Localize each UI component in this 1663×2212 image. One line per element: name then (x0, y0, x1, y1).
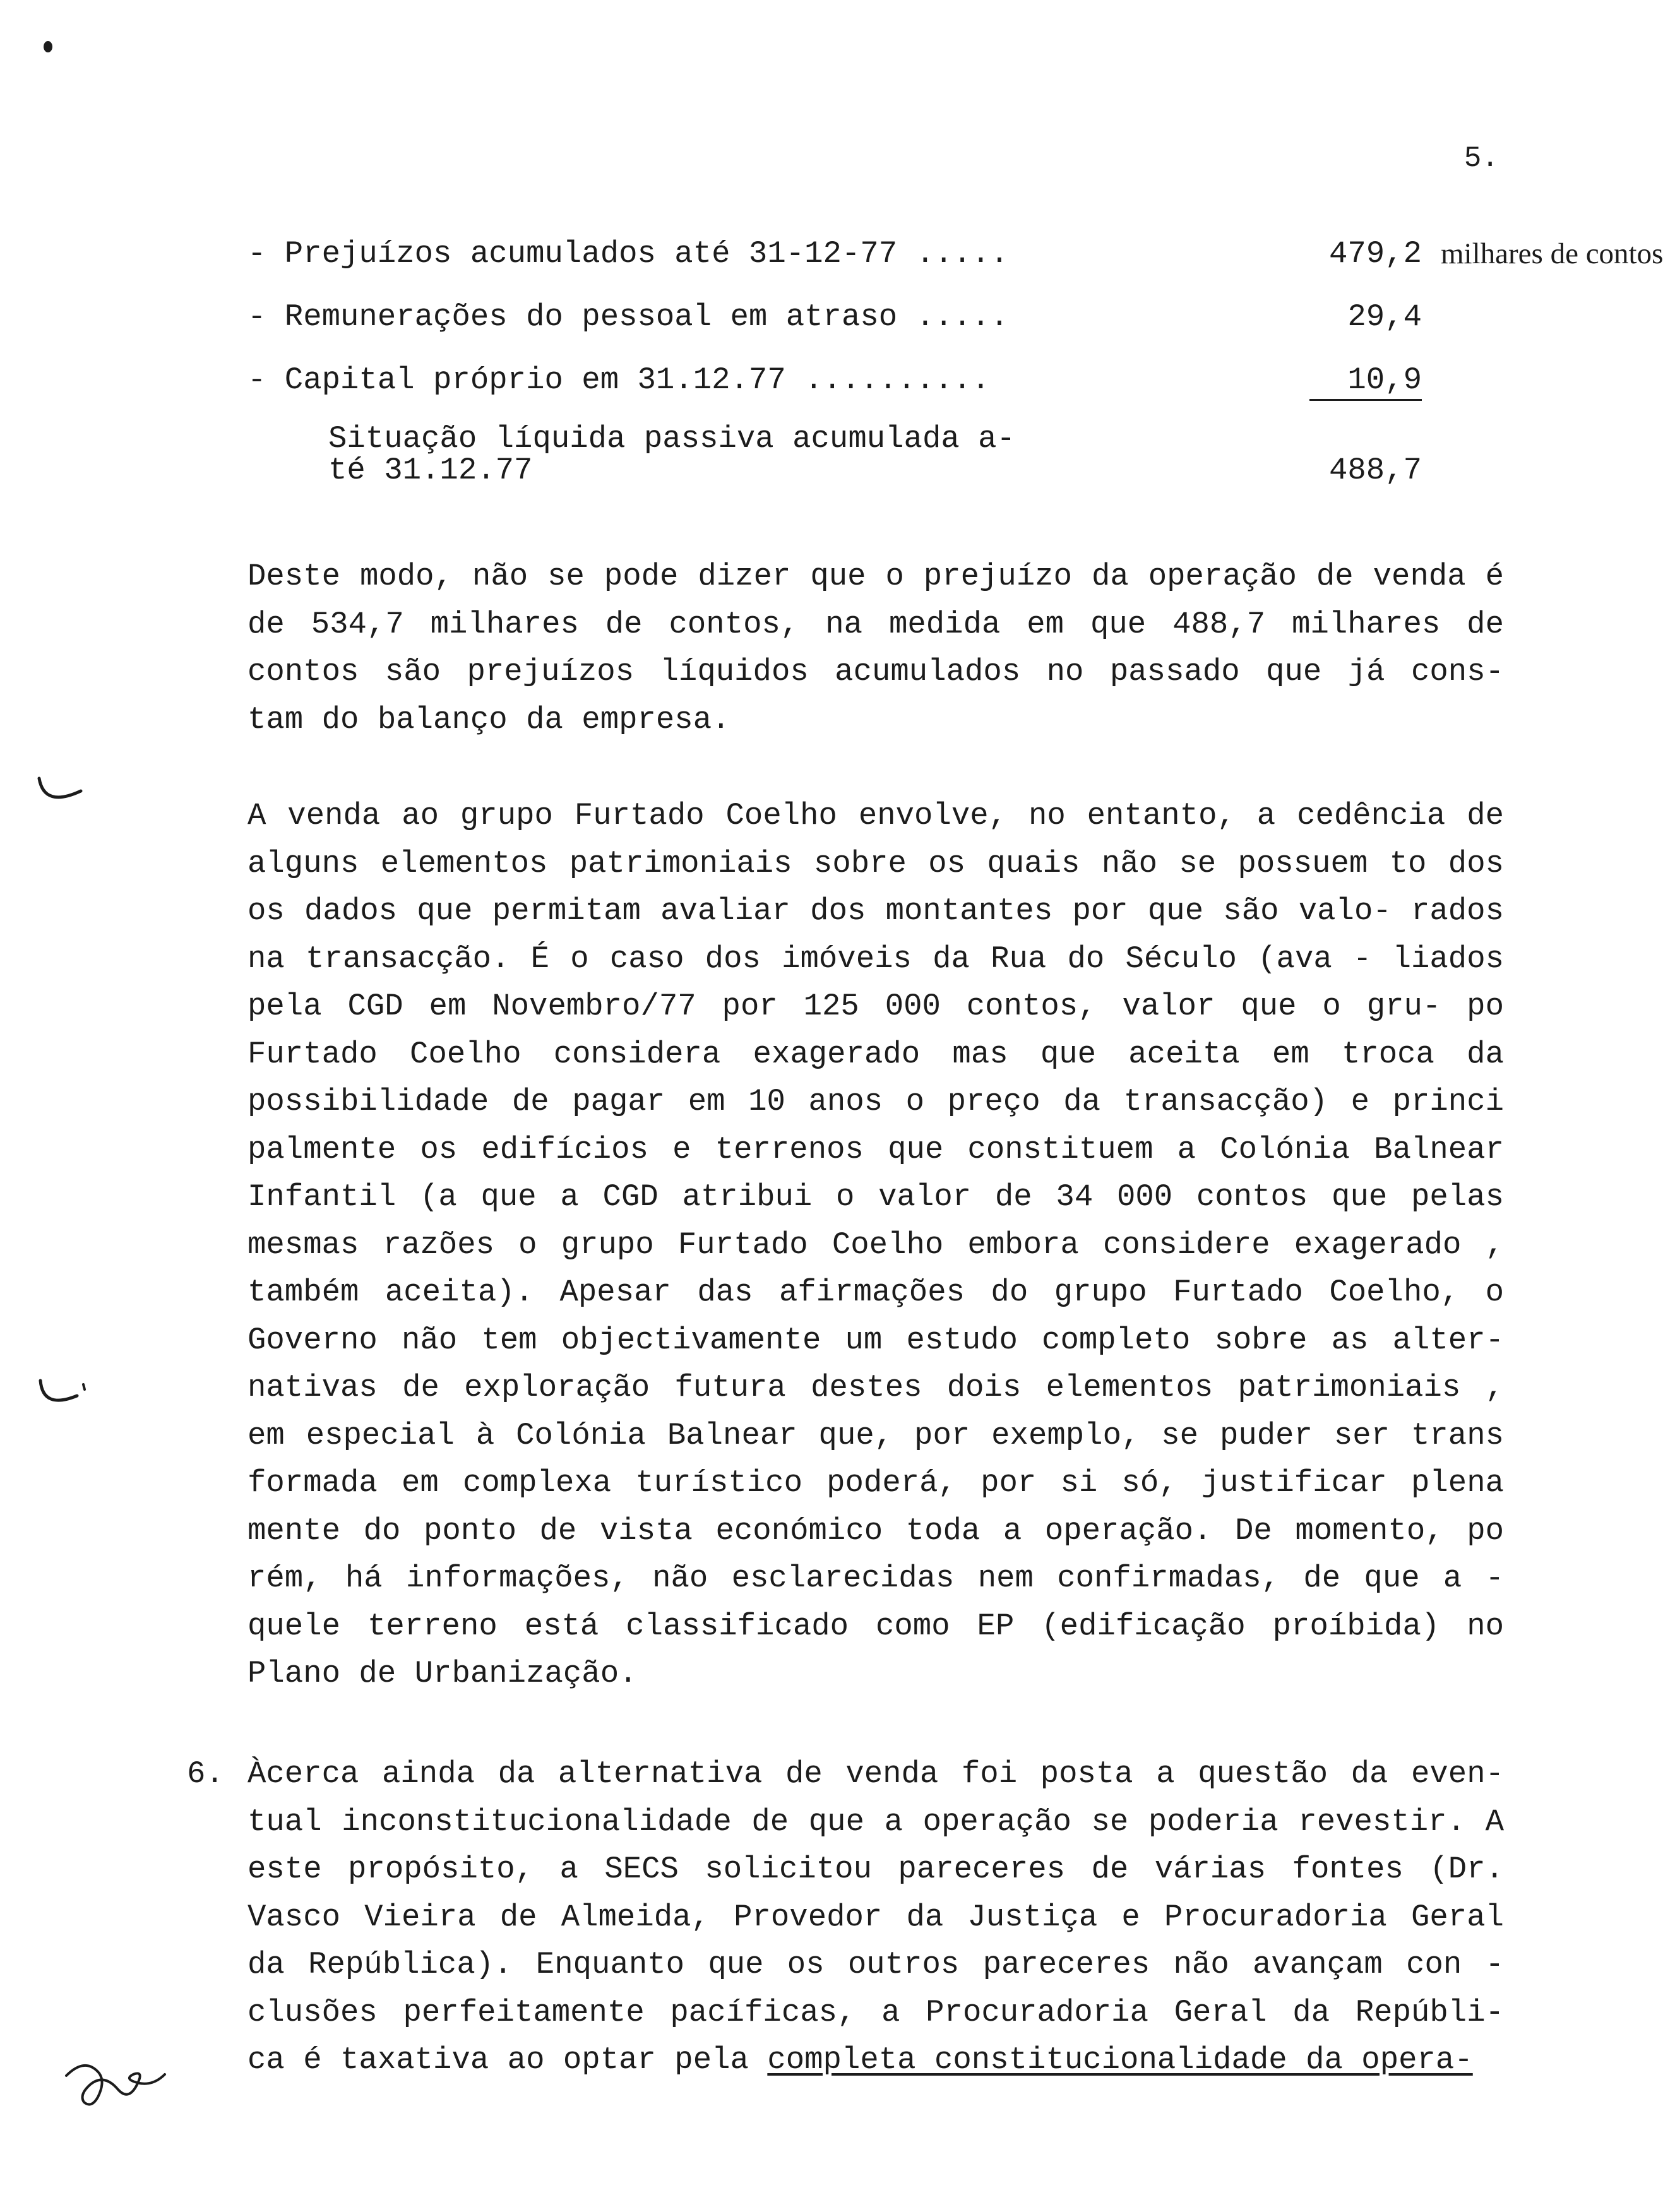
financial-row (247, 235, 1663, 298)
financial-row (247, 298, 1510, 361)
page-number: 5. (1463, 142, 1499, 175)
total-value: 488,7 (1328, 453, 1422, 488)
total-label-line2: té 31.12.77 (328, 453, 533, 488)
financial-row-value: 29,4 (1347, 299, 1422, 335)
total-label-line1: Situação líquida passiva acumulada a- (328, 421, 1015, 456)
margin-mark-3 (60, 2045, 174, 2127)
financial-summary (247, 235, 1663, 424)
financial-row-label: - Prejuízos acumulados até 31-12-77 ..... (247, 236, 1009, 271)
underlined-text: completa constitucionalidade da opera- (767, 2042, 1473, 2078)
financial-row-value: 10,9 (1309, 362, 1422, 401)
financial-total (328, 421, 1422, 488)
margin-mark-2 (32, 1373, 88, 1417)
financial-row (247, 361, 1510, 424)
financial-row-value: 479,2 (1328, 236, 1422, 271)
financial-row-unit: milhares de contos (1441, 237, 1663, 270)
financial-row-label: - Capital próprio em 31.12.77 .......... (247, 362, 991, 398)
section-text (247, 1751, 1504, 2084)
financial-row-label: - Remunerações do pessoal em atraso ..... (247, 299, 1009, 335)
section-6-text: Àcerca ainda da alternativa de venda foi posta a questão da even- tual inconstitucionalidade de que a operação se poderia revestir. A este propósito, a SECS solicitou pareceres de várias fontes (Dr. Vasco Vieira de Almeida, Provedor da Justiça e Procuradoria Geral da República). Enquanto que os outros pareceres não avançam con - clusões perfeitamente pacíficas, a Procuradoria Geral da Repúbli- ca é taxativa ao optar pela (247, 1756, 1504, 2078)
paragraph-2: A venda ao grupo Furtado Coelho envolve, no entanto, a cedência de alguns elementos patrimoniais sobre os quais não se possuem to dos os dados que permitam avaliar dos montantes por que são valo- rados na transacção. É o caso dos imóveis da Rua do Século (ava - liados pela CGD em Novembro/77 por 125 000 contos, valor que o gru- po Furtado Coelho considera exagerado mas que aceita em troca da possibilidade de pagar em 10 anos o preço da transacção) e princi palmente os edifícios e terrenos que constituem a Colónia Balnear Infantil (a que a CGD atribui o valor de 34 000 contos que pelas mesmas razões o grupo Furtado Coelho embora considere exagerado , também aceita). Apesar das afirmações do grupo Furtado Coelho, o Governo não tem objectivamente um estudo completo sobre as alter- nativas de exploração futura destes dois elementos patrimoniais , em especial à Colónia Balnear que, por exemplo, se puder ser trans formada em complexa turístico poderá, por si só, justificar plena mente do ponto de vista económico toda a operação. De momento, po rém, há informações, não esclarecidas nem confirmadas, de que a - quele terreno está classificado como EP (edificação proíbida) no Plano de Urbanização. (247, 798, 1504, 1691)
margin-dot (40, 39, 56, 54)
section-number: 6. (187, 1756, 224, 1792)
paragraph-1: Deste modo, não se pode dizer que o prejuízo da operação de venda é de 534,7 milhares de contos, na medida em que 488,7 milhares de contos são prejuízos líquidos acumulados no passado que já cons- tam do balanço da empresa. (247, 559, 1504, 737)
margin-mark-1 (32, 773, 88, 818)
